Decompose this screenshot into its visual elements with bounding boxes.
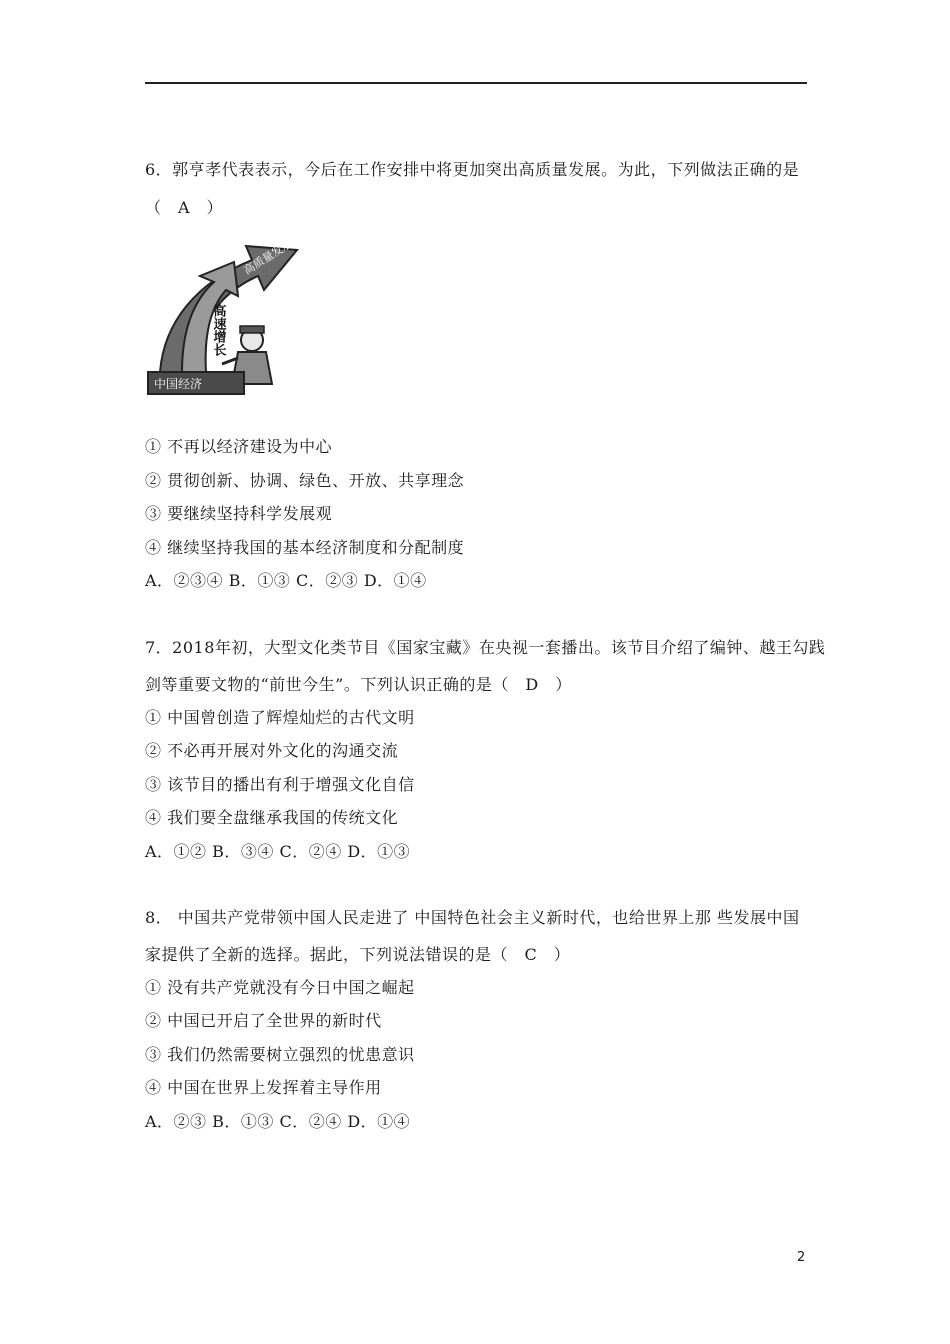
- q6-stem-line-2: （ A ）: [145, 198, 224, 217]
- page-number: 2: [797, 1250, 806, 1265]
- q8-choices: A．②③ B．①③ C．②④ D．①④: [145, 1112, 411, 1131]
- q8-option-1: ① 没有共产党就没有今日中国之崛起: [145, 978, 415, 997]
- economy-growth-illustration: [142, 232, 327, 400]
- q7-stem-line-2: 剑等重要文物的“前世今生”。下列认识正确的是（ D ）: [145, 675, 572, 694]
- arrow-top-label: 高质量发展: [241, 236, 295, 278]
- q8-stem-line-1: 8． 中国共产党带领中国人民走进了 中国特色社会主义新时代，也给世界上那 些发展中国: [145, 908, 800, 927]
- q6-choices: A．②③④ B．①③ C．②③ D．①④: [145, 571, 427, 590]
- arrow-main-label: 高速增长: [210, 304, 226, 356]
- q8-option-3: ③ 我们仍然需要树立强烈的忧患意识: [145, 1045, 415, 1064]
- q7-choices: A．①② B．③④ C．②④ D．①③: [145, 842, 411, 861]
- worker-hat: [240, 326, 264, 333]
- q8-stem-line-2: 家提供了全新的选择。据此，下列说法错误的是（ C ）: [145, 945, 571, 964]
- header-rule: [145, 82, 807, 84]
- q8-option-4: ④ 中国在世界上发挥着主导作用: [145, 1078, 382, 1097]
- q7-stem-line-1: 7．2018年初，大型文化类节目《国家宝藏》在央视一套播出。该节目介绍了编钟、越王勾践: [145, 638, 826, 657]
- q6-option-4: ④ 继续坚持我国的基本经济制度和分配制度: [145, 538, 465, 557]
- q8-option-2: ② 中国已开启了全世界的新时代: [145, 1011, 382, 1030]
- q6-option-2: ② 贯彻创新、协调、绿色、开放、共享理念: [145, 471, 465, 490]
- q6-option-3: ③ 要继续坚持科学发展观: [145, 504, 333, 523]
- q6-option-1: ① 不再以经济建设为中心: [145, 437, 333, 456]
- base-label: 中国经济: [154, 377, 203, 391]
- q7-option-4: ④ 我们要全盘继承我国的传统文化: [145, 808, 399, 827]
- q7-option-1: ① 中国曾创造了辉煌灿烂的古代文明: [145, 708, 415, 727]
- q6-stem-line-1: 6．郭亨孝代表表示，今后在工作安排中将更加突出高质量发展。为此，下列做法正确的是: [145, 160, 800, 179]
- q7-option-2: ② 不必再开展对外文化的沟通交流: [145, 741, 399, 760]
- q7-option-3: ③ 该节目的播出有利于增强文化自信: [145, 775, 415, 794]
